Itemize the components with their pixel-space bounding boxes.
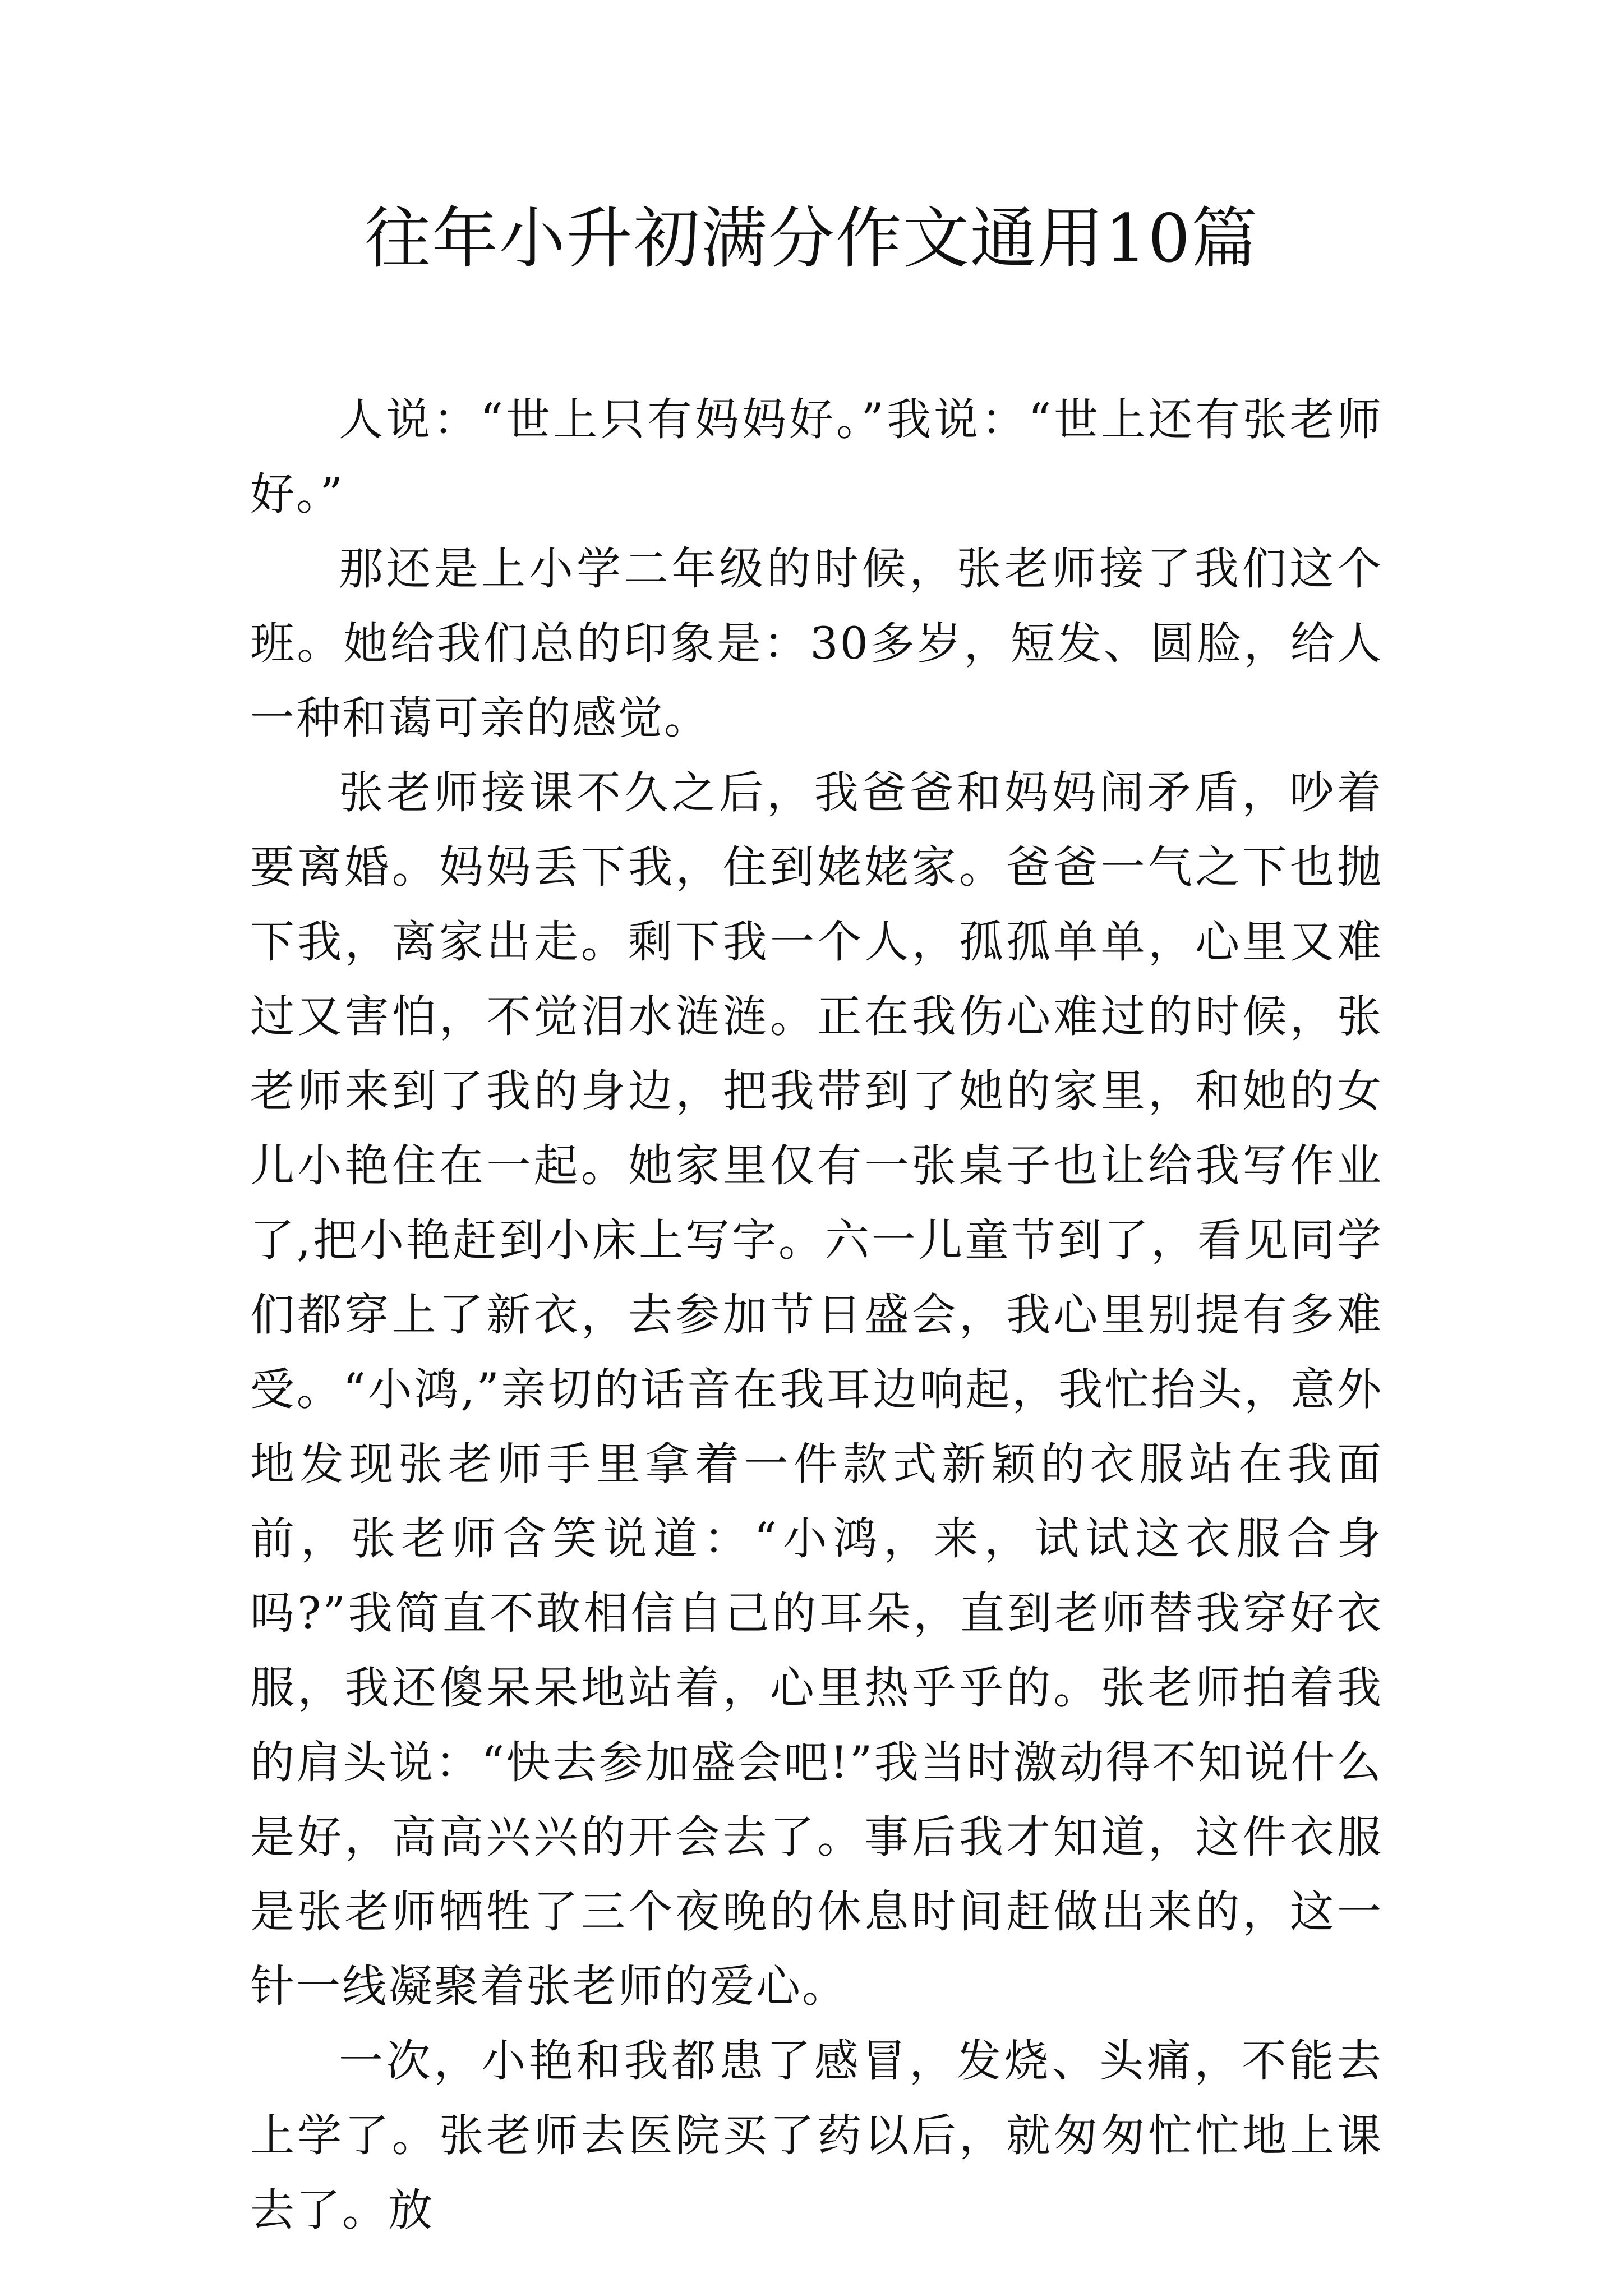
document-body [250, 383, 1383, 2248]
paragraph: 那还是上小学二年级的时候，张老师接了我们这个班。她给我们总的印象是：30多岁，短发、圆脸，给人一种和蔼可亲的感觉。 [250, 543, 1383, 744]
document-title: 往年小升初满分作文通用10篇 [364, 200, 1259, 277]
paragraph: 人说：“世上只有妈妈好。”我说：“世上还有张老师好。” [250, 394, 1383, 520]
paragraph: 一次，小艳和我都患了感冒，发烧、头痛，不能去上学了。张老师去医院买了药以后，就匆匆忙忙地上课去了。放 [250, 2035, 1383, 2236]
paragraph: 张老师接课不久之后，我爸爸和妈妈闹矛盾，吵着要离婚。妈妈丢下我，住到姥姥家。爸爸一气之下也抛下我，离家出走。剩下我一个人，孤孤单单，心里又难过又害怕，不觉泪水涟涟。正在我伤心难过的时候，张老师来到了我的身边，把我带到了她的家里，和她的女儿小艳住在一起。她家里仅有一张桌子也让给我写作业了,把小艳赶到小床上写字。六一儿童节到了，看见同学们都穿上了新衣，去参加节日盛会，我心里别提有多难受。“小鸿,”亲切的话音在我耳边响起，我忙抬头，意外地发现张老师手里拿着一件款式新颖的衣服站在我面前，张老师含笑说道：“小鸿，来，试试这衣服合身吗?”我简直不敢相信自己的耳朵，直到老师替我穿好衣服，我还傻呆呆地站着，心里热乎乎的。张老师拍着我的肩头说：“快去参加盛会吧!”我当时激动得不知说什么是好，高高兴兴的开会去了。事后我才知道，这件衣服是张老师牺牲了三个夜晚的休息时间赶做出来的，这一针一线凝聚着张老师的爱心。 [250, 767, 1383, 2012]
